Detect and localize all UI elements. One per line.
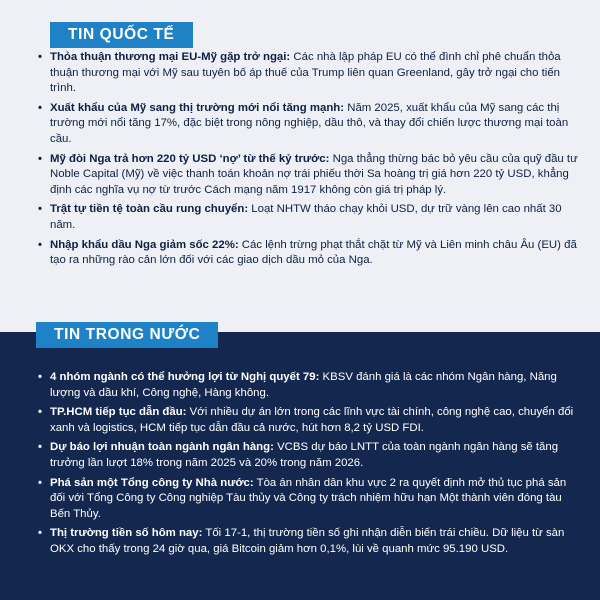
- news-summary: Các nhà lập pháp EU có thể đình chỉ phê chuẩn thỏa thuận thương mại với Mỹ sau tuyên bố áp thuế của Trump liên quan Greenland, gây trở ngại cho tiến trình.: [50, 51, 561, 95]
- news-headline: TP.HCM tiếp tục dẫn đầu:: [50, 406, 187, 419]
- list-item: [38, 238, 578, 269]
- news-headline: Mỹ đòi Nga trả hơn 220 tỷ USD ‘nợ’ từ thế kỷ trước:: [50, 152, 330, 165]
- international-news-list: [38, 50, 578, 273]
- news-headline: Nhập khẩu dầu Nga giảm sốc 22%:: [50, 238, 239, 251]
- list-item: [38, 50, 578, 97]
- bullet-icon: •: [38, 371, 42, 383]
- bullet-icon: •: [38, 441, 42, 454]
- news-summary: Tối 17-1, thị trường tiền số ghi nhận diễn biến trái chiều. Dữ liệu từ sàn OKX cho thấy trong 24 giờ qua, giá Bitcoin giảm hơn 0,1%, lùi về quanh mức 95.190 USD.: [50, 527, 565, 555]
- news-summary: KBSV đánh giá là các nhóm Ngân hàng, Năng lượng và dầu khí, Công nghệ, Hàng không.: [50, 371, 557, 399]
- news-headline: 4 nhóm ngành có thể hưởng lợi từ Nghị quyết 79:: [50, 371, 320, 383]
- bullet-icon: •: [38, 476, 42, 489]
- list-item: [38, 476, 578, 523]
- news-headline: Xuất khẩu của Mỹ sang thị trường mới nổi tăng mạnh:: [50, 101, 345, 114]
- news-headline: Thị trường tiền số hôm nay:: [50, 527, 203, 540]
- news-headline: Phá sản một Tổng công ty Nhà nước:: [50, 476, 254, 489]
- news-summary: VCBS dự báo LNTT của toàn ngành ngân hàng sẽ tăng trưởng lần lượt 18% trong năm 2025 và 20% trong năm 2026.: [50, 441, 559, 469]
- bullet-icon: •: [38, 527, 42, 540]
- domestic-news-section: [0, 332, 600, 600]
- news-summary: Nga thẳng thừng bác bỏ yêu cầu của quỹ đầu tư Noble Capital (Mỹ) về việc thanh toán khoản nợ trái phiếu thời Sa hoàng trị giá hơn 220 tỷ USD, khẳng định các nghĩa vụ nợ từ trước Cách mạng năm 1917 không còn giá trị pháp lý.: [50, 152, 578, 196]
- bullet-icon: •: [38, 51, 42, 63]
- news-headline: Dự báo lợi nhuận toàn ngành ngân hàng:: [50, 441, 274, 454]
- news-summary: Loạt NHTW tháo chạy khỏi USD, dự trữ vàng lên cao nhất 30 năm.: [50, 203, 562, 231]
- list-item: [38, 152, 578, 199]
- international-news-heading: TIN QUỐC TẾ: [50, 22, 193, 48]
- bullet-icon: •: [38, 406, 42, 419]
- list-item: [38, 101, 578, 148]
- news-headline: Thỏa thuận thương mại EU-Mỹ gặp trở ngại:: [50, 51, 291, 63]
- bullet-icon: •: [38, 152, 42, 165]
- list-item: [38, 405, 578, 436]
- list-item: [38, 526, 578, 557]
- news-summary: Với nhiều dự án lớn trong các lĩnh vực tài chính, công nghệ cao, chuyển đổi xanh và logistics, HCM tiếp tục dẫn đầu cả nước, hút hơn 8,2 tỷ USD FDI.: [50, 406, 574, 434]
- bullet-icon: •: [38, 238, 42, 251]
- list-item: [38, 440, 578, 471]
- bullet-icon: •: [38, 203, 42, 216]
- news-summary: Tòa án nhân dân khu vực 2 ra quyết định mở thủ tục phá sản đối với Tổng Công ty Công nghiệp Tàu thủy và Công ty trách nhiệm hữu hạn Một thành viên đóng tàu Bến Thủy.: [50, 476, 567, 520]
- domestic-news-list: [38, 370, 578, 562]
- domestic-news-heading: TIN TRONG NƯỚC: [36, 322, 218, 348]
- news-headline: Trật tự tiền tệ toàn cầu rung chuyển:: [50, 203, 249, 216]
- news-summary: Năm 2025, xuất khẩu của Mỹ sang các thị trường mới nổi tăng 17%, đặc biệt trong nông nghiệp, dầu thô, và thay đổi chiến lược thương mại toàn cầu.: [50, 101, 569, 145]
- news-summary: Các lệnh trừng phạt thắt chặt từ Mỹ và Liên minh châu Âu (EU) đã tạo ra những rào cản lớn đối với các giao dịch dầu mỏ của Nga.: [50, 238, 577, 267]
- list-item: [38, 202, 578, 233]
- list-item: [38, 370, 578, 401]
- bullet-icon: •: [38, 101, 42, 114]
